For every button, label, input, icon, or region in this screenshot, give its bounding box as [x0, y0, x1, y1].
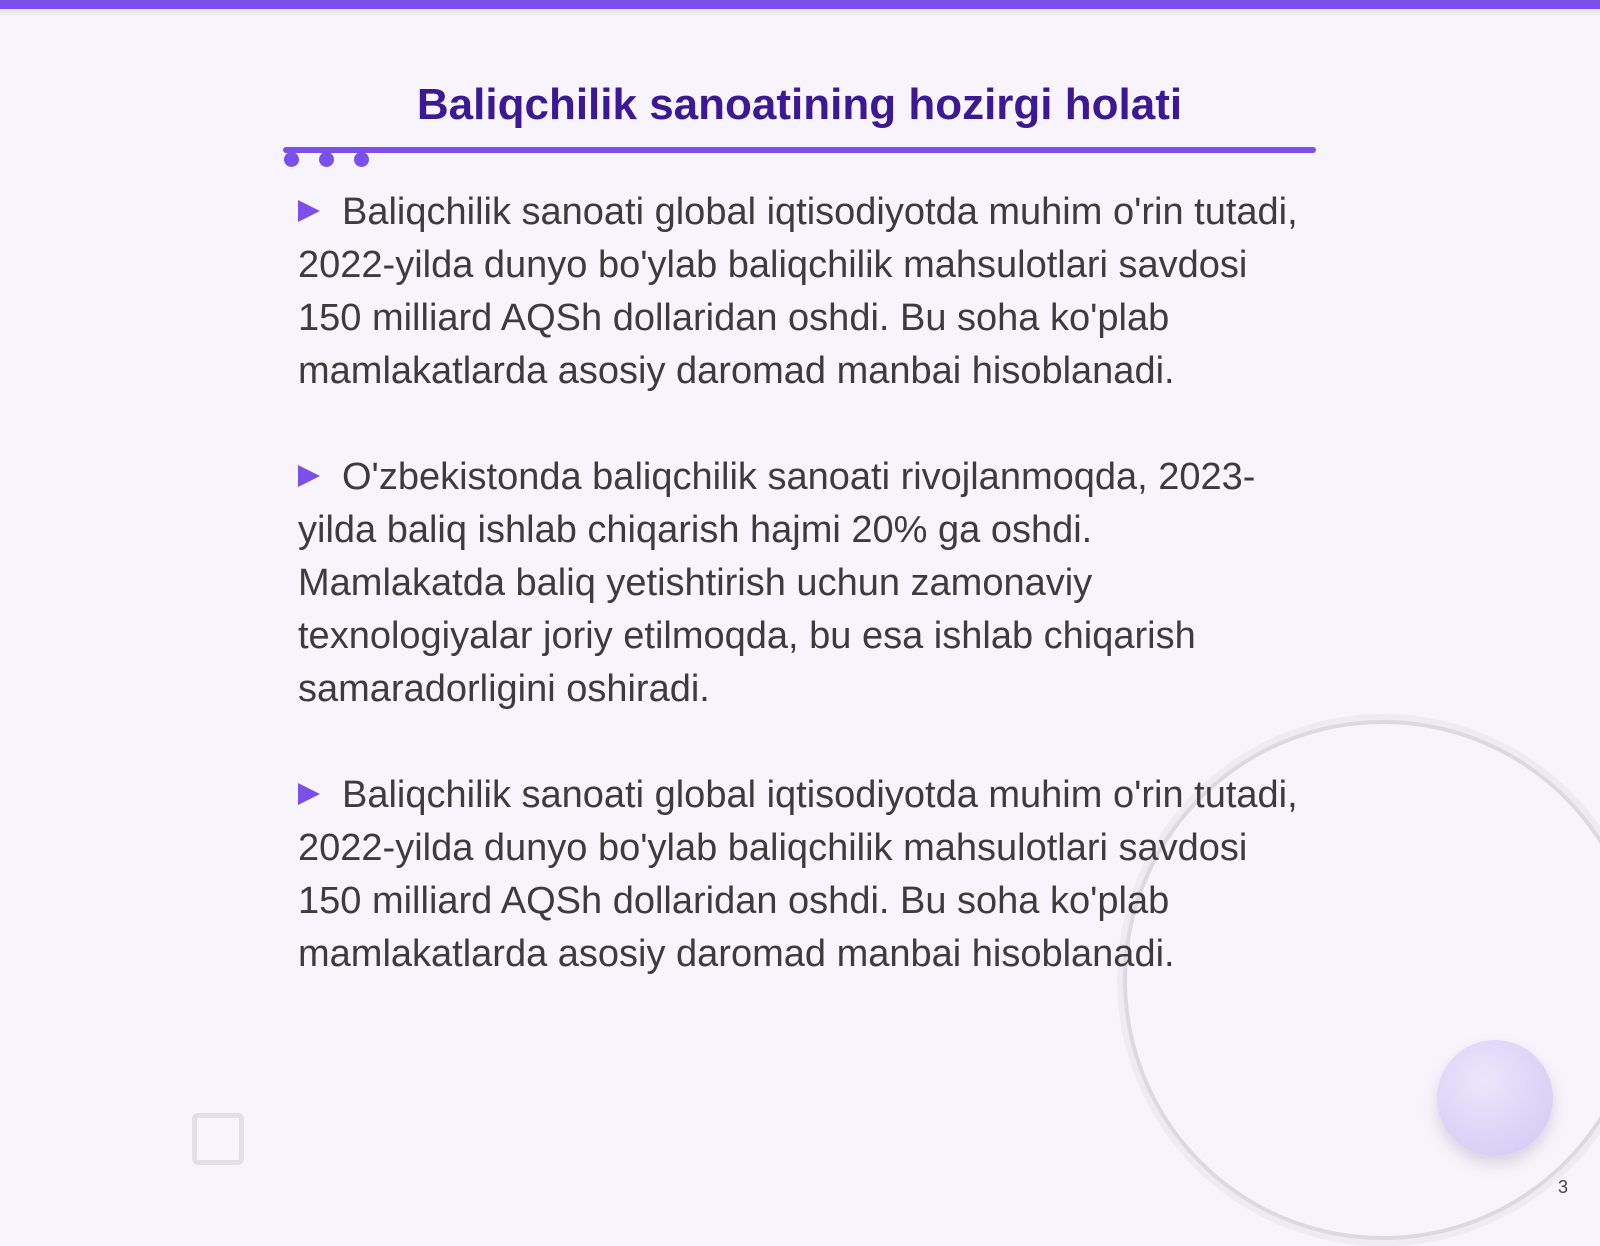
top-accent-shadow	[0, 9, 1600, 17]
bullet-paragraph	[298, 451, 1298, 716]
title-underline	[283, 147, 1316, 153]
underline-dot	[319, 152, 334, 167]
underline-dot	[354, 152, 369, 167]
decorative-circle	[1437, 1040, 1553, 1156]
bullet-triangle-icon	[298, 200, 320, 222]
slide-title: Baliqchilik sanoatining hozirgi holati	[416, 80, 1183, 129]
top-accent-bar	[0, 0, 1600, 9]
bullet-triangle-icon	[298, 783, 320, 805]
paragraph-text: Baliqchilik sanoati global iqtisodiyotda muhim o'rin tutadi, 2022-yilda dunyo bo'ylab baliqchilik mahsulotlari savdosi 150 milliard AQSh dollaridan oshdi. Bu soha ko'plab mamlakatlarda asosiy daromad manbai hisoblanadi.	[298, 191, 1298, 392]
paragraph-text: Baliqchilik sanoati global iqtisodiyotda muhim o'rin tutadi, 2022-yilda dunyo bo'ylab baliqchilik mahsulotlari savdosi 150 milliard AQSh dollaridan oshdi. Bu soha ko'plab mamlakatlarda asosiy daromad manbai hisoblanadi.	[298, 774, 1298, 975]
paragraph-text: O'zbekistonda baliqchilik sanoati rivojlanmoqda, 2023-yilda baliq ishlab chiqarish hajmi 20% ga oshdi. Mamlakatda baliq yetishtirish uchun zamonaviy texnologiyalar joriy etilmoqda, bu esa ishlab chiqarish samaradorligini oshiradi.	[298, 456, 1256, 710]
decorative-square	[192, 1113, 244, 1165]
underline-dot	[284, 152, 299, 167]
bullet-paragraph	[298, 186, 1298, 398]
bullet-paragraph	[298, 769, 1298, 981]
bullet-triangle-icon	[298, 465, 320, 487]
page-number: 3	[1557, 1177, 1568, 1197]
slide-body	[298, 186, 1298, 1034]
